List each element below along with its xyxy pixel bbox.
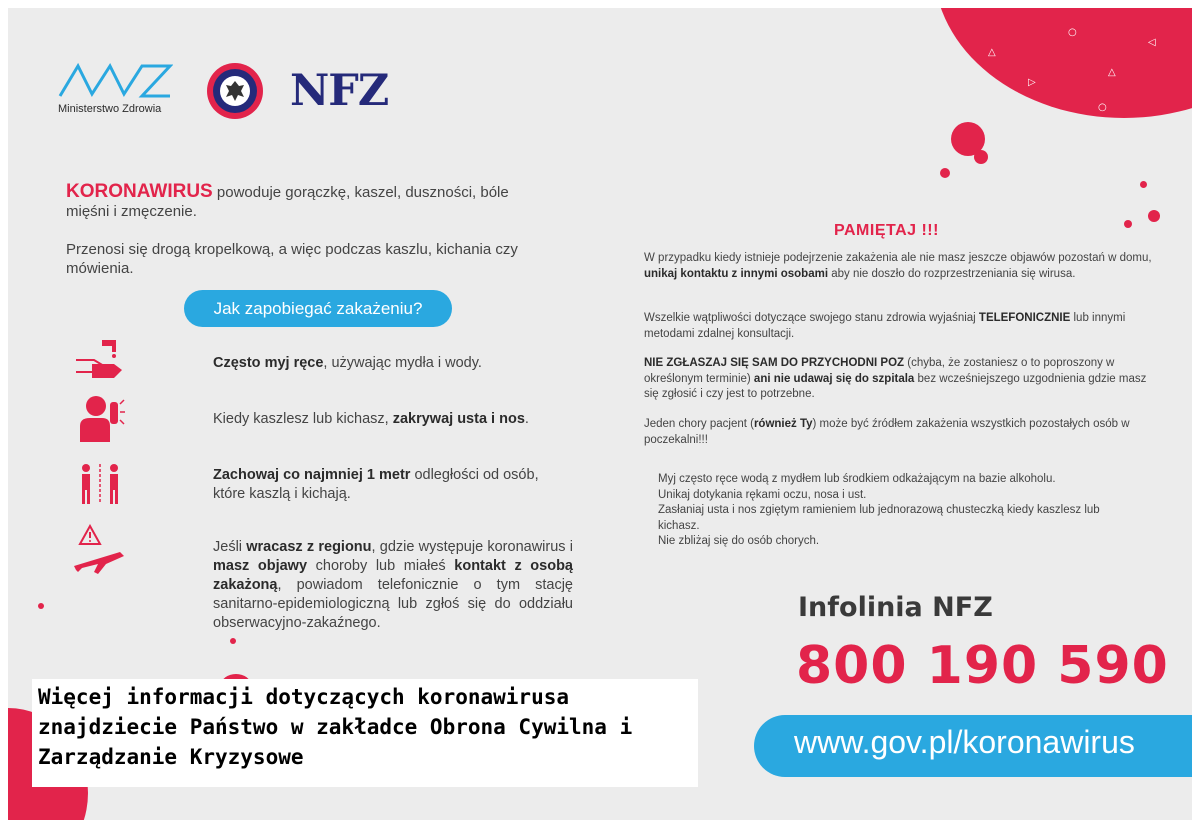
decor-triangle: △	[1108, 67, 1116, 78]
remember-paragraph-4: Jeden chory pacjent (również Ty) może być źródłem zakażenia wszystkich pozostałych osób w poczekalni!!!	[644, 418, 1130, 446]
intro-line2: Przenosi się drogą kropelkową, a więc podczas kaszlu, kichania czy mówienia.	[66, 241, 518, 277]
remember-paragraph-2: Wszelkie wątpliwości dotyczące swojego stanu zdrowia wyjaśniaj TELEFONICZNIE lub innymi metodami zdalnej konsultacji.	[644, 312, 1126, 340]
remember-title: PAMIĘTAJ !!!	[834, 222, 939, 239]
hand-washing-icon	[74, 338, 126, 382]
hotline-label: Infolinia NFZ	[798, 592, 993, 623]
list-item: Unikaj dotykania rękami oczu, nosa i ust.	[658, 488, 867, 501]
decor-dot	[940, 168, 950, 178]
ministry-name: Ministerstwo Zdrowia	[58, 103, 162, 115]
prevention-heading-pill: Jak zapobiegać zakażeniu?	[184, 290, 452, 327]
hotline-phone[interactable]: 800 190 590	[796, 636, 1169, 696]
decor-dot	[230, 638, 236, 644]
decor-dot	[1124, 220, 1132, 228]
distance-icon	[74, 462, 126, 506]
decor-dot	[974, 150, 988, 164]
tip-cover-mouth: Kiedy kaszlesz lub kichasz, zakrywaj usta i nos.	[213, 411, 529, 427]
nfz-logo: NFZ	[290, 66, 389, 116]
remember-paragraph-1: W przypadku kiedy istnieje podejrzenie zakażenia ale nie masz jeszcze objawów pozostań w domu, unikaj kontaktu z innymi osobami aby nie doszło do rozprzestrzeniania się wirusa.	[644, 252, 1152, 280]
decor-dot	[1140, 181, 1147, 188]
decor-circle-top-right	[934, 8, 1192, 118]
sanitary-inspection-seal	[206, 62, 264, 120]
more-info-notice: Więcej informacji dotyczących koronawirusa znajdziecie Państwo w zakładce Obrona Cywilna i Zarządzanie Kryzysowe	[32, 679, 698, 787]
decor-dot	[38, 603, 44, 609]
list-item: Myj często ręce wodą z mydłem lub środkiem odkażającym na bazie alkoholu.	[658, 473, 1056, 485]
tip-travel-symptoms: Jeśli wracasz z regionu, gdzie występuje koronawirus i masz objawy choroby lub miałeś kontakt z osobą zakażoną, powiadom telefonicznie o tym stację sanitarno-epidemiologiczną lub zgłoś się do oddziału obserwacyjno-zakaźnego.	[213, 539, 573, 631]
tip-keep-distance: Zachowaj co najmniej 1 metr odległości od osób, które kaszlą i kichają.	[213, 467, 539, 502]
decor-triangle: ◁	[1148, 37, 1156, 48]
remember-list	[658, 472, 1138, 550]
decor-triangle: △	[988, 47, 996, 58]
website-link[interactable]: www.gov.pl/koronawirus	[794, 724, 1135, 760]
decor-triangle: ▷	[1028, 77, 1036, 88]
travel-warning-icon	[70, 524, 126, 576]
intro-keyword: KORONAWIRUS	[66, 181, 213, 202]
covering-mouth-icon	[74, 392, 126, 444]
intro-line1: powoduje gorączkę, kaszel, duszności, bóle mięśni i zmęczenie.	[66, 184, 509, 220]
list-item: Zasłaniaj usta i nos zgiętym ramieniem lub jednorazową chusteczką kiedy kaszlesz lub kichasz.	[658, 504, 1100, 532]
ministry-of-health-logo	[58, 60, 173, 100]
decor-triangle: ○	[1068, 27, 1077, 38]
decor-dot	[1148, 210, 1160, 222]
intro-text	[66, 182, 536, 221]
decor-triangle: ○	[1098, 102, 1107, 113]
list-item: Nie zbliżaj się do osób chorych.	[658, 535, 820, 547]
remember-paragraph-3: NIE ZGŁASZAJ SIĘ SAM DO PRZYCHODNI POZ (chyba, że zostaniesz o to poproszony w określonym terminie) ani nie udawaj się do szpitala bez wcześniejszego uzgodnienia gdzie masz się zgłosić i czy jest to potrzebne.	[644, 357, 1147, 400]
tip-wash-hands: Często myj ręce, używając mydła i wody.	[213, 355, 482, 371]
